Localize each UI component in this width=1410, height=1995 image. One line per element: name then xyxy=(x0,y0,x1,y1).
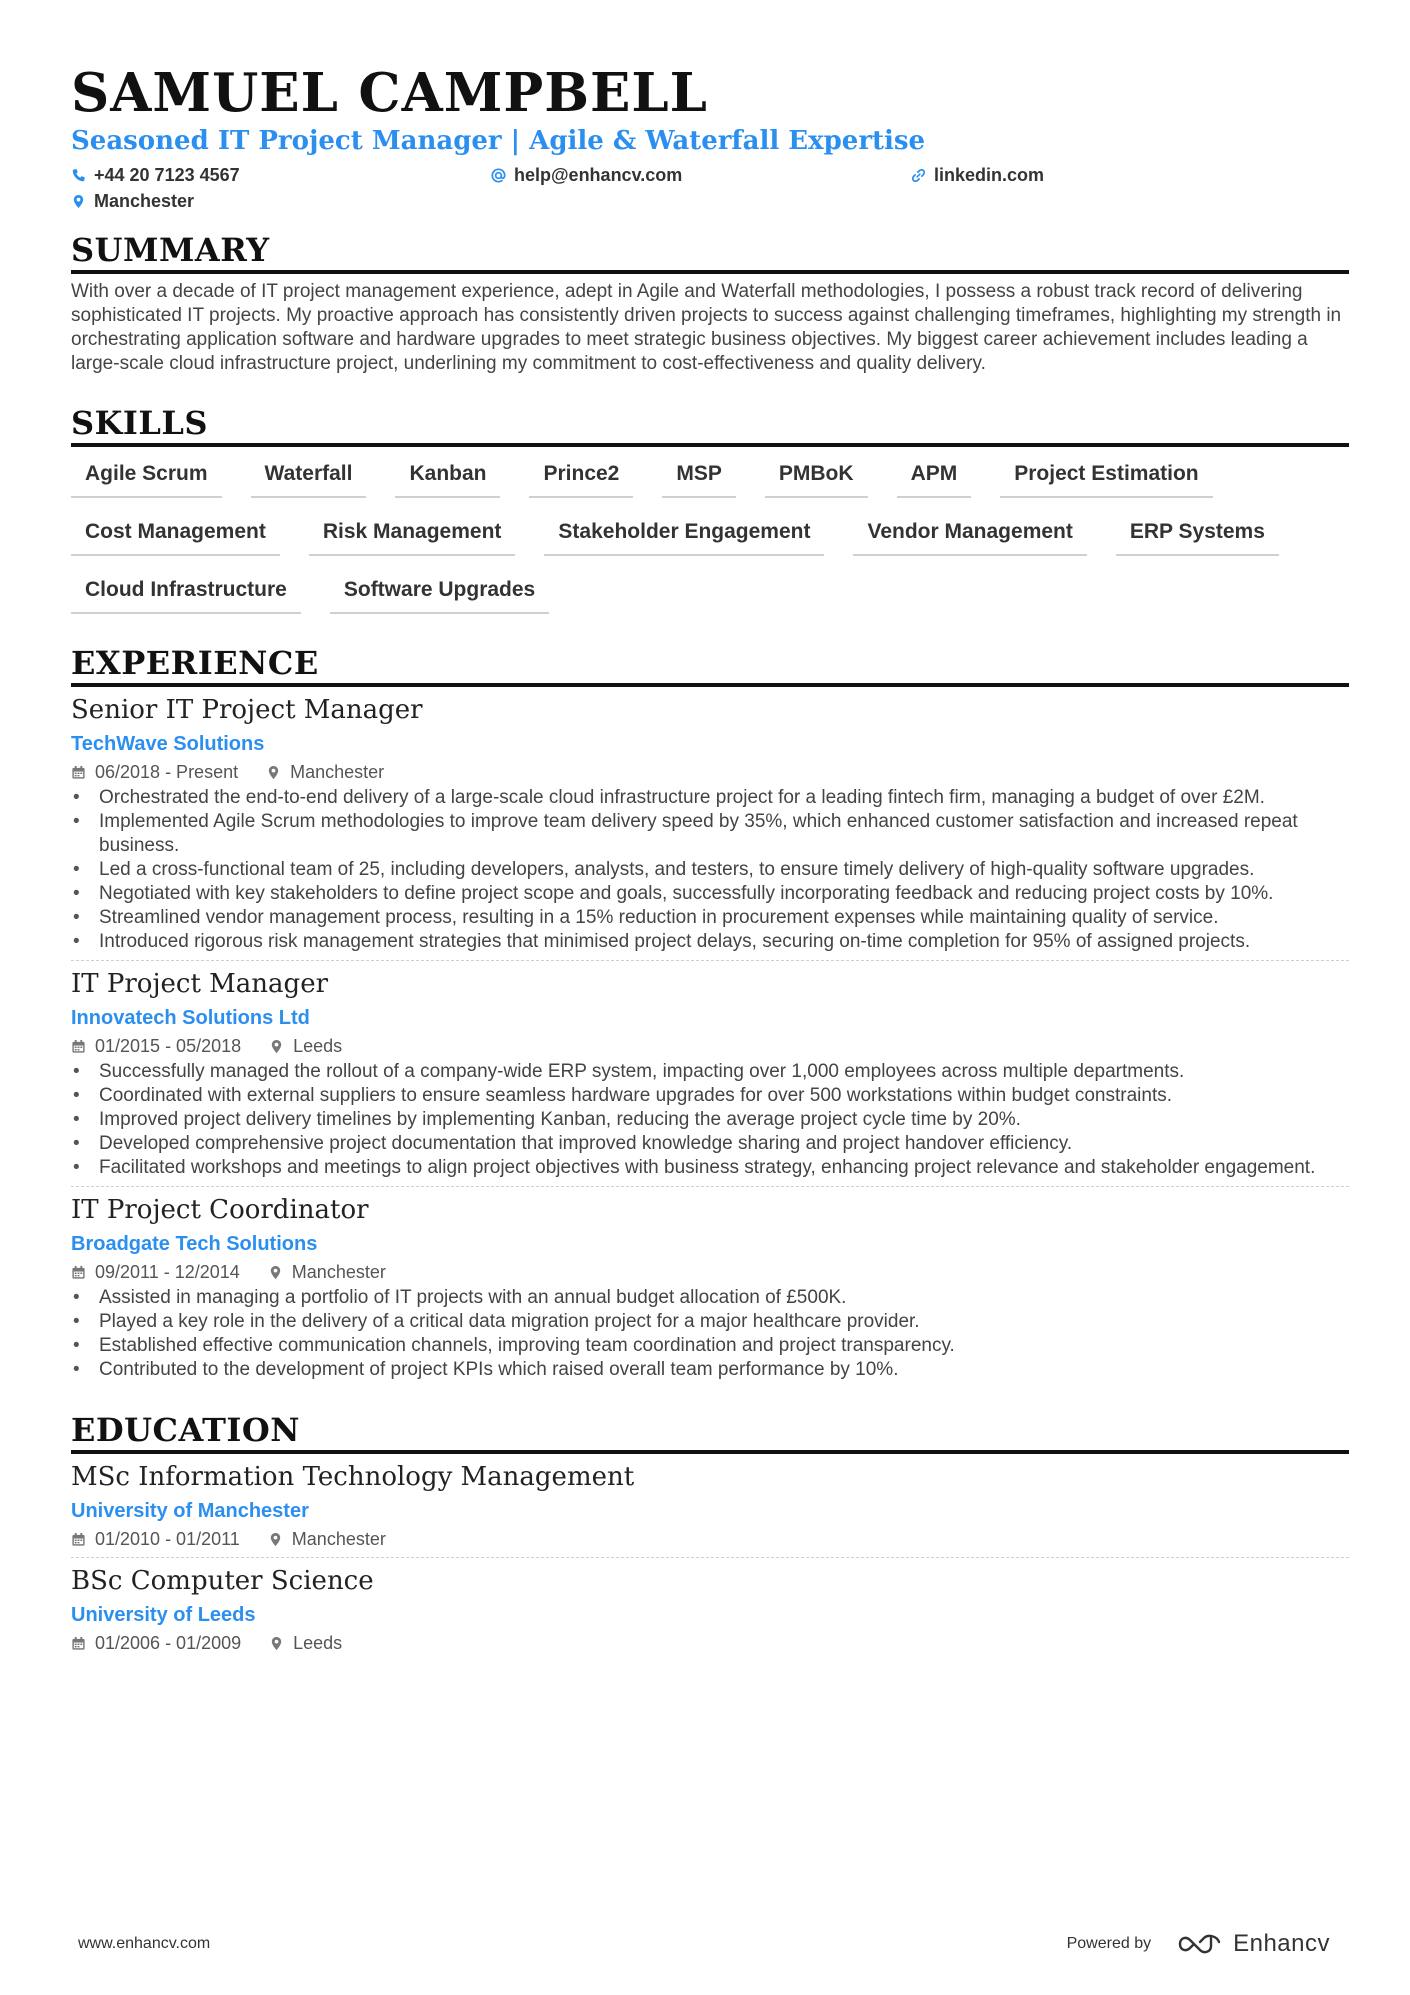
skill-tag: ERP Systems xyxy=(1116,511,1279,556)
job-meta xyxy=(71,1260,1349,1284)
list-item: • Established effective communication channels, improving team coordination and project transparency. xyxy=(71,1334,1349,1358)
calendar-icon xyxy=(71,1039,86,1054)
education-meta xyxy=(71,1631,1349,1655)
education-section xyxy=(71,1410,1349,1655)
education-school: University of Leeds xyxy=(71,1604,256,1626)
skill-tag: Agile Scrum xyxy=(71,453,222,498)
page-footer xyxy=(78,1930,1330,1958)
job-location-text: Manchester xyxy=(291,1262,386,1282)
experience-section xyxy=(71,643,1349,1382)
skill-tag: Cloud Infrastructure xyxy=(71,569,301,614)
skill-tag: MSP xyxy=(662,453,736,498)
enhancv-logo-icon xyxy=(1177,1932,1223,1956)
location-pin-icon xyxy=(268,1532,283,1547)
education-dates-text: 01/2010 - 01/2011 xyxy=(95,1529,240,1549)
education-dates xyxy=(71,1527,240,1551)
calendar-icon xyxy=(71,765,86,780)
resume-page xyxy=(71,62,1349,1655)
at-icon xyxy=(491,168,506,183)
job-dates xyxy=(71,1260,240,1284)
footer-website[interactable]: www.enhancv.com xyxy=(78,1935,211,1952)
job-role: IT Project Manager xyxy=(71,969,329,999)
summary-text: With over a decade of IT project management experience, adept in Agile and Waterfall methodologies, I possess a robust track record of delivering sophisticated IT projects. My proactive approach has consistently driven projects to success against challenging timeframes, highlighting my strength in orchestrating application software and hardware upgrades to meet strategic business objectives. My biggest career achievement includes leading a large-scale cloud infrastructure project, underlining my commitment to cost-effectiveness and quality delivery. xyxy=(71,281,1342,374)
linkedin-text: linkedin.com xyxy=(934,164,1045,185)
job-location xyxy=(266,760,384,784)
list-item: • Assisted in managing a portfolio of IT projects with an annual budget allocation of £500K. xyxy=(71,1286,1349,1310)
location-pin-icon xyxy=(269,1636,284,1651)
list-item: • Orchestrated the end-to-end delivery of a large-scale cloud infrastructure project for a leading fintech firm, managing a budget of over £2M. xyxy=(71,786,1349,810)
phone-text: +44 20 7123 4567 xyxy=(94,164,240,185)
location-pin-icon xyxy=(71,194,86,209)
contact-email[interactable] xyxy=(491,165,911,186)
location-pin-icon xyxy=(268,1265,283,1280)
section-title-education: EDUCATION xyxy=(71,1410,1349,1454)
job-entry xyxy=(71,967,1349,1180)
education-degree: BSc Computer Science xyxy=(71,1566,374,1596)
skill-tag: Waterfall xyxy=(251,453,367,498)
education-dates xyxy=(71,1631,241,1655)
list-item: • Negotiated with key stakeholders to define project scope and goals, successfully incorporating feedback and reducing project costs by 10%. xyxy=(71,882,1349,906)
education-location-text: Manchester xyxy=(291,1529,386,1549)
skills-list xyxy=(71,453,1349,627)
skill-tag: APM xyxy=(897,453,972,498)
skills-section xyxy=(71,403,1349,627)
job-dates-text: 01/2015 - 05/2018 xyxy=(95,1036,242,1056)
calendar-icon xyxy=(71,1532,86,1547)
list-item: • Successfully managed the rollout of a company-wide ERP system, impacting over 1,000 employees across multiple departments. xyxy=(71,1060,1349,1084)
location-pin-icon xyxy=(266,765,281,780)
entry-divider xyxy=(71,1557,1349,1558)
calendar-icon xyxy=(71,1265,86,1280)
skill-tag: Kanban xyxy=(395,453,500,498)
list-item: • Contributed to the development of project KPIs which raised overall team performance by 10%. xyxy=(71,1358,1349,1382)
job-bullets xyxy=(71,1286,1349,1382)
education-entry xyxy=(71,1564,1349,1655)
contact-phone xyxy=(71,165,491,186)
contact-linkedin[interactable] xyxy=(911,165,1044,186)
education-degree: MSc Information Technology Management xyxy=(71,1462,635,1492)
list-item: • Improved project delivery timelines by implementing Kanban, reducing the average project cycle time by 20%. xyxy=(71,1108,1349,1132)
list-item: • Introduced rigorous risk management strategies that minimised project delays, securing on-time completion for 95% of assigned projects. xyxy=(71,930,1349,954)
job-dates-text: 06/2018 - Present xyxy=(95,762,239,782)
skill-tag: Stakeholder Engagement xyxy=(544,511,824,556)
skill-tag: Risk Management xyxy=(309,511,516,556)
job-company: TechWave Solutions xyxy=(71,733,265,755)
education-location xyxy=(269,1631,342,1655)
job-role: Senior IT Project Manager xyxy=(71,695,423,725)
skill-tag: Vendor Management xyxy=(853,511,1086,556)
footer-brand[interactable] xyxy=(1067,1930,1330,1958)
location-pin-icon xyxy=(269,1039,284,1054)
list-item: • Implemented Agile Scrum methodologies to improve team delivery speed by 35%, which enhanced customer satisfaction and increased repeat business. xyxy=(71,810,1349,858)
list-item: • Developed comprehensive project documentation that improved knowledge sharing and project handover efficiency. xyxy=(71,1132,1349,1156)
section-title-experience: EXPERIENCE xyxy=(71,643,1349,687)
skill-tag: Cost Management xyxy=(71,511,280,556)
job-dates-text: 09/2011 - 12/2014 xyxy=(95,1262,240,1282)
job-bullets xyxy=(71,1060,1349,1180)
resume-header xyxy=(71,62,1349,214)
entry-divider xyxy=(71,960,1349,961)
job-bullets xyxy=(71,786,1349,954)
job-entry xyxy=(71,1193,1349,1382)
summary-section xyxy=(71,230,1349,376)
contact-location xyxy=(71,191,194,212)
location-text: Manchester xyxy=(94,190,195,211)
calendar-icon xyxy=(71,1636,86,1651)
entry-divider xyxy=(71,1186,1349,1187)
list-item: • Streamlined vendor management process, resulting in a 15% reduction in procurement expenses while maintaining quality of service. xyxy=(71,906,1349,930)
list-item: • Coordinated with external suppliers to ensure seamless hardware upgrades for over 500 workstations within budget constraints. xyxy=(71,1084,1349,1108)
list-item: • Played a key role in the delivery of a critical data migration project for a major healthcare provider. xyxy=(71,1310,1349,1334)
section-title-skills: SKILLS xyxy=(71,403,1349,447)
list-item: • Facilitated workshops and meetings to align project objectives with business strategy, enhancing project relevance and stakeholder engagement. xyxy=(71,1156,1349,1180)
job-company: Innovatech Solutions Ltd xyxy=(71,1007,310,1029)
section-title-summary: SUMMARY xyxy=(71,230,1349,274)
job-location-text: Leeds xyxy=(293,1036,343,1056)
phone-icon xyxy=(71,168,86,183)
job-role: IT Project Coordinator xyxy=(71,1195,369,1225)
candidate-name: SAMUEL CAMPBELL xyxy=(71,62,708,124)
education-dates-text: 01/2006 - 01/2009 xyxy=(95,1633,242,1653)
education-entry xyxy=(71,1460,1349,1551)
job-location xyxy=(268,1260,386,1284)
powered-by-label: Powered by xyxy=(1066,1935,1152,1952)
education-location-text: Leeds xyxy=(293,1633,343,1653)
candidate-headline: Seasoned IT Project Manager | Agile & Waterfall Expertise xyxy=(71,126,926,156)
education-school: University of Manchester xyxy=(71,1500,309,1522)
job-meta xyxy=(71,1034,1349,1058)
education-meta xyxy=(71,1527,1349,1551)
email-text: help@enhancv.com xyxy=(514,164,683,185)
job-location-text: Manchester xyxy=(290,762,385,782)
skill-tag: Project Estimation xyxy=(1000,453,1212,498)
job-company: Broadgate Tech Solutions xyxy=(71,1233,318,1255)
job-meta xyxy=(71,760,1349,784)
job-location xyxy=(269,1034,342,1058)
skill-tag: Prince2 xyxy=(529,453,633,498)
skill-tag: PMBoK xyxy=(765,453,868,498)
education-location xyxy=(268,1527,386,1551)
skill-tag: Software Upgrades xyxy=(330,569,549,614)
link-icon xyxy=(911,168,926,183)
job-dates xyxy=(71,1034,241,1058)
job-dates xyxy=(71,760,238,784)
list-item: • Led a cross-functional team of 25, including developers, analysts, and testers, to ensure timely delivery of high-quality software upgrades. xyxy=(71,858,1349,882)
job-entry xyxy=(71,693,1349,954)
brand-name: Enhancv xyxy=(1233,1930,1330,1957)
contact-info xyxy=(71,162,1349,214)
